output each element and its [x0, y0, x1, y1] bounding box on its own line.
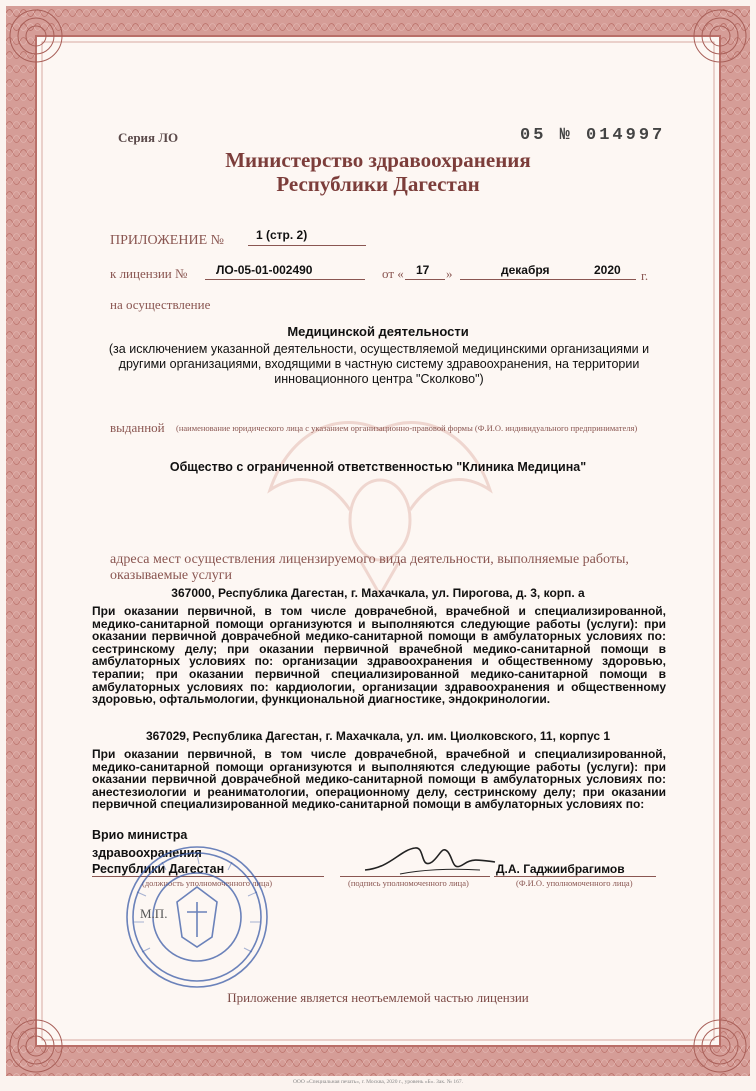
signer-position-line3: Республики Дагестан [92, 862, 225, 876]
series-label: Серия ЛО [118, 130, 179, 145]
activity-subtitle: (за исключением указанной деятельности, осуществляемой медицинскими организациями и другими организациями, входящими в частную систему здравоохранения, на территории инновационного центра "Сколково") [108, 342, 650, 386]
appendix-label: ПРИЛОЖЕНИЕ № [110, 233, 224, 248]
activity-label: на осуществление [110, 297, 211, 312]
signer-position-line2: здравоохранения [92, 846, 202, 860]
license-day-close: » [446, 266, 453, 281]
appendix-underline [248, 245, 366, 246]
signer-position-line1: Врио министра [92, 828, 188, 842]
license-date-underline [460, 279, 636, 280]
ministry-title-line2: Республики Дагестан [276, 172, 480, 196]
addresses-label: адреса мест осуществления лицензируемого вида деятельности, выполняемые работы, оказываемые услуги [110, 552, 629, 583]
address-1: 367000, Республика Дагестан, г. Махачкала, ул. Пирогова, д. 3, корп. а [171, 586, 585, 600]
license-number-underline [205, 279, 365, 280]
appendix-value: 1 (стр. 2) [256, 228, 308, 242]
services-text-2: При оказании первичной, в том числе доврачебной, врачебной и специализированной, медико-санитарной помощи организуются и выполняются следующие работы (услуги): при оказании первичной доврачебной медико-санитарной помощи в амбулаторных условиях по: анестезиологии и реаниматологии, операционному делу, сестринскому делу; при оказании первичной специализированной медико-санитарной помощи в амбулаторных условиях по: [92, 747, 666, 812]
position-hint: (должность уполномоченного лица) [142, 878, 273, 888]
sign-underline [340, 876, 490, 877]
stamp-place-label: М.П. [140, 906, 168, 921]
ministry-title-line1: Министерство здравоохранения [225, 148, 531, 172]
series-number: 05 № 014997 [520, 126, 666, 145]
name-underline [494, 876, 656, 877]
sign-hint: (подпись уполномоченного лица) [348, 878, 469, 888]
activity-title: Медицинской деятельности [287, 324, 469, 339]
license-number: ЛО-05-01-002490 [216, 263, 313, 277]
license-day: 17 [416, 263, 430, 277]
issued-label: выданной [110, 420, 165, 435]
footer-note: Приложение является неотъемлемой частью лицензии [227, 990, 529, 1005]
printer-line: ООО «Специальная печать», г. Москва, 2020 г., уровень «Б». Зак. № 167. [292, 1079, 464, 1085]
services-text-1: При оказании первичной, в том числе доврачебной, врачебной и специализированной, медико-санитарной помощи организуются и выполняются следующие работы (услуги): при оказании первичной доврачебной медико-санитарной помощи в амбулаторных условиях по: сестринскому делу; при оказании первичной врачебной медико-санитарной помощи в амбулаторных условиях по: организации здравоохранения и общественному здоровью, терапии; при оказании первичной специализированной медико-санитарной помощи в амбулаторных условиях по: кардиологии, организации здравоохранения и общественному здоровью, офтальмологии, функциональной диагностике, эндокринологии. [92, 604, 666, 707]
license-year: 2020 [594, 263, 621, 277]
license-from-label: от « [382, 266, 404, 281]
address-2: 367029, Республика Дагестан, г. Махачкала, ул. им. Циолковского, 11, корпус 1 [145, 729, 611, 743]
signer-name: Д.А. Гаджиибрагимов [496, 862, 625, 876]
issued-hint: (наименование юридического лица с указанием организационно-правовой формы (Ф.И.О. индивидуального предпринимателя) [176, 423, 638, 433]
license-label: к лицензии № [110, 266, 188, 281]
license-year-suffix: г. [641, 268, 649, 283]
license-month: декабря [501, 263, 550, 277]
signature-scribble-icon [360, 840, 500, 880]
name-hint: (Ф.И.О. уполномоченного лица) [516, 878, 633, 888]
license-day-underline [405, 279, 445, 280]
issued-organization: Общество с ограниченной ответственностью "Клиника Медицина" [169, 460, 587, 474]
